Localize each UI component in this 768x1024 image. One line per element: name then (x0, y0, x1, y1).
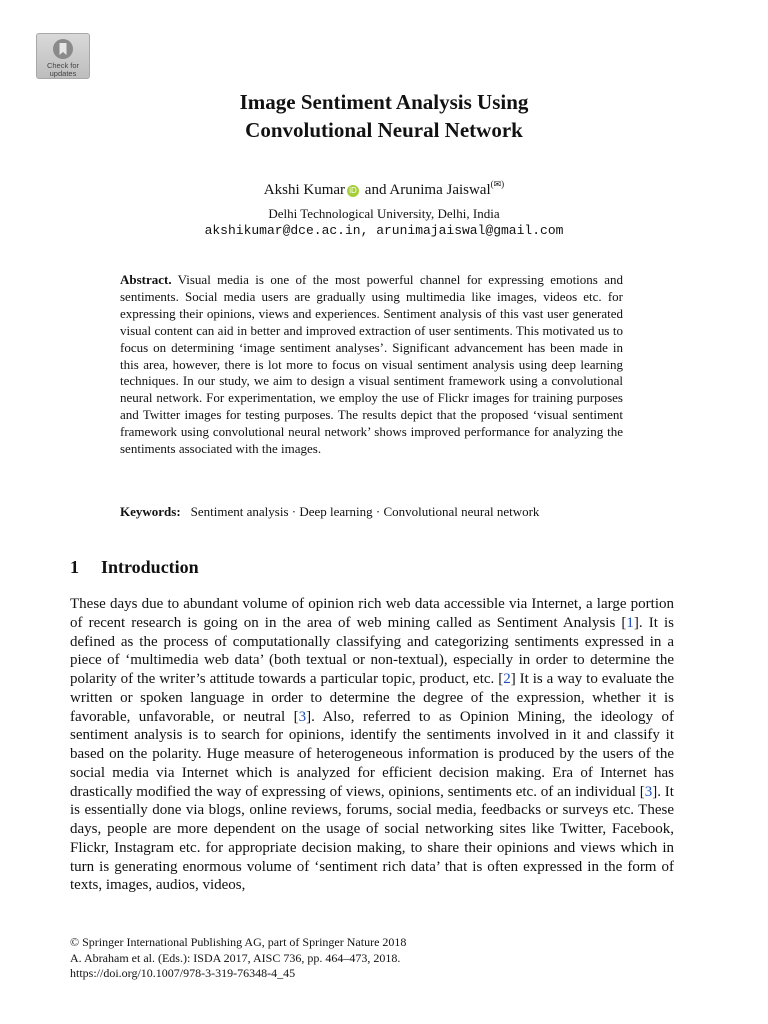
copyright-footer (70, 935, 406, 982)
keywords-text: Sentiment analysis · Deep learning · Convolutional neural network (190, 504, 540, 519)
corresponding-author-mail-icon: (✉) (490, 179, 505, 189)
doi-link[interactable]: https://doi.org/10.1007/978-3-319-76348-4_45 (70, 966, 296, 980)
author-connector: and (364, 182, 387, 198)
title-line-2: Convolutional Neural Network (245, 118, 523, 142)
copyright-line: © Springer International Publishing AG, part of Springer Nature 2018 (70, 935, 407, 949)
body-text: ]. Also, referred to as Opinion Mining, the ideology of sentiment analysis is to search for opinions, identify the sentiments involved in it and classify it based on the polarity. Huge measure of heterogeneous information is produced by the users of the social media via Internet which is analyzed for efficient decision making. Era of Internet has drastically modified the way of expressing of views, opinions, sentiments etc. of an individual [ (70, 708, 674, 800)
author-1: Akshi Kumar (263, 182, 346, 198)
orcid-icon[interactable]: iD (347, 185, 359, 197)
body-text: ]. It is essentially done via blogs, online reviews, forums, social media, feedbacks or surveys etc. These days, people are more dependent on the usage of social networking sites like Twitter, Facebook, Flickr, Instagram etc. for appropriate decision making, to share their opinions and views which in turn is generating enormous volume of ‘sentiment rich data’ that is often expressed in the form of texts, images, audios, videos, (70, 783, 674, 894)
author-2: Arunima Jaiswal (389, 182, 491, 198)
citation-link[interactable]: 3 (644, 783, 653, 800)
citation-link[interactable]: 1 (626, 614, 634, 631)
section-number: 1 (70, 557, 79, 577)
section-title: Introduction (101, 557, 199, 577)
body-text: ] It is a way to evaluate the written or spoken language in order to determine the degree of the expression, whether it is favorable, unfavorable, or neutral [ (70, 671, 674, 725)
section-heading (70, 555, 199, 579)
author-list (0, 174, 768, 200)
body-text: These days due to abundant volume of opinion rich web data accessible via Internet, a large portion of recent research is going on in the area of web mining called as Sentiment Analysis [ (70, 596, 674, 631)
citation-link[interactable]: 2 (503, 671, 511, 687)
abstract-label: Abstract. (120, 272, 172, 287)
affiliation: Delhi Technological University, Delhi, India (268, 206, 500, 221)
body-text: ]. It is defined as the process of computationally classifying and categorizing sentiments expressed in a piece of ‘multimedia web data’ (both textual or non-textual), especially in order to determine the polarity of the writer’s attitude towards a particular topic, product, etc. [ (70, 614, 674, 687)
badge-label: Check for updates (46, 61, 80, 78)
check-for-updates-badge[interactable] (36, 33, 90, 79)
bookmark-ribbon-icon (52, 38, 74, 60)
citation-link[interactable]: 3 (298, 708, 307, 725)
abstract (120, 272, 623, 458)
paper-title (0, 88, 768, 144)
citation-line: A. Abraham et al. (Eds.): ISDA 2017, AISC 736, pp. 464–473, 2018. (70, 950, 401, 965)
author-emails: akshikumar@dce.ac.in, arunimajaiswal@gmail.com (204, 223, 564, 238)
body-paragraph (70, 595, 674, 895)
title-line-1: Image Sentiment Analysis Using (239, 90, 529, 114)
abstract-text: Visual media is one of the most powerful channel for expressing emotions and sentiments. Social media users are gradually using multimedia like images, videos etc. for expressing their opinions, views and experiences. Sentiment analysis of this vast user generated visual content can aid in better and improved extraction of user sentiments. This motivated us to focus on determining ‘image sentiment analyses’. Significant advancement has been made in this area, however, there is lot more to focus on visual sentiment analysis using deep learning techniques. In our study, we aim to design a visual sentiment framework using a convolutional neural network. For experimentation, we employ the use of Flickr images for training purposes and Twitter images for testing purposes. The results depict that the proposed ‘visual sentiment framework using convolutional neural network’ shows improved performance for analyzing the sentiments associated with the images. (120, 272, 623, 457)
keywords-label: Keywords: (120, 504, 181, 519)
keywords (120, 503, 623, 520)
